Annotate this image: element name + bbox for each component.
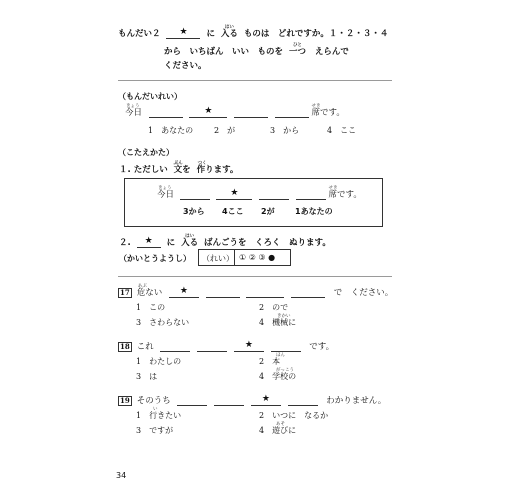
answer-step-2: ２. ★ に はい 入る ばんごうを くろく ぬります。 — [119, 234, 331, 248]
question-option: きかい 4 機械に — [259, 314, 297, 327]
question-option: あそ 4 遊びに — [259, 422, 297, 435]
example-option: 4 ここ — [327, 126, 357, 135]
star-icon: ★ — [261, 394, 270, 404]
answer-blank — [177, 395, 207, 406]
answer-blank — [246, 287, 284, 298]
box-order-item: 2が — [261, 207, 275, 216]
answer-blank — [197, 341, 227, 352]
answer-blank — [251, 395, 281, 406]
answer-blank — [180, 189, 210, 200]
instructions-line-1: もんだい２ ★ に はい 入る ものは どれですか。１・２・３・４ — [118, 25, 389, 39]
question-19: 19 そのうち ★ わかりません。 — [120, 394, 387, 406]
example-option: 3 から — [270, 126, 300, 135]
question-option: ほん 2 本 — [259, 353, 285, 366]
box-sentence: きょう 今日 ★ せき 席です。 — [157, 186, 362, 200]
box-order-item: 3から — [183, 207, 205, 216]
question-number: 17 — [120, 287, 130, 297]
example-kyou: 今日 — [125, 108, 143, 118]
star-icon: ★ — [179, 286, 188, 296]
answer-blank — [206, 287, 240, 298]
instructions-line-3: ください。 — [164, 61, 207, 71]
answer-blank — [137, 237, 161, 248]
answer-blank — [149, 107, 183, 118]
answer-sheet-divider — [234, 250, 235, 265]
example-sentence: きょう 今日 ★ せき 席です。 — [125, 104, 345, 118]
answer-blank — [160, 341, 190, 352]
answer-blank — [166, 28, 200, 39]
answer-blank — [275, 107, 309, 118]
star-icon: ★ — [244, 340, 253, 350]
box-order-item: 4ここ — [222, 207, 244, 216]
page-number: 34 — [116, 471, 127, 480]
box-order-item: 1あなたの — [295, 207, 333, 216]
question-option: 3 ですが — [136, 426, 174, 435]
question-option: 3 さわらない — [136, 318, 190, 327]
star-icon: ★ — [204, 106, 213, 116]
question-option: い 1 行きたい — [136, 407, 182, 420]
answer-heading: （こたえかた） — [118, 148, 174, 157]
question-option: 2 いつに なるか — [259, 411, 329, 420]
answer-sheet-marks: ① ② ③ ● — [239, 253, 276, 262]
answer-sheet-rei: （れい） — [202, 254, 234, 263]
example-heading: （もんだいれい） — [118, 92, 182, 101]
example-option: 2 が — [214, 126, 236, 135]
divider — [118, 276, 392, 277]
answer-blank — [216, 189, 252, 200]
question-option: がっこう 4 学校の — [259, 368, 297, 381]
question-17: 17 あぶ 危ない ★ で ください。 — [120, 284, 394, 298]
question-option: 3 は — [136, 372, 158, 381]
answer-blank — [288, 395, 318, 406]
answer-sheet-label: （かいとうようし） — [119, 254, 191, 263]
star-icon: ★ — [179, 27, 188, 37]
example-option: 1 あなたの — [148, 126, 194, 135]
answer-blank — [296, 189, 326, 200]
answer-blank — [291, 287, 325, 298]
answer-blank — [169, 287, 199, 298]
answer-blank — [234, 341, 264, 352]
answer-blank — [214, 395, 244, 406]
divider — [118, 80, 392, 81]
answer-blank — [189, 107, 227, 118]
question-option: 1 わたしの — [136, 357, 182, 366]
answer-blank — [234, 107, 268, 118]
instructions-line-2: から いちばん いい ものを ひと 一つ えらんで — [164, 43, 349, 57]
answer-example-box — [124, 178, 383, 227]
question-18: 18 これ ★ です。 — [120, 340, 335, 352]
star-icon: ★ — [230, 188, 239, 198]
instructions-label: もんだい２ — [118, 29, 161, 39]
question-option: 1 この — [136, 303, 166, 312]
answer-step-1: １. ただしい ぶん 文を つく 作ります。 — [119, 161, 239, 175]
question-number: 18 — [120, 341, 130, 351]
question-number: 19 — [120, 395, 130, 405]
answer-sheet-box — [198, 249, 291, 266]
question-option: 2 ので — [259, 303, 289, 312]
answer-blank — [259, 189, 289, 200]
answer-blank — [271, 341, 301, 352]
star-icon: ★ — [144, 236, 153, 246]
